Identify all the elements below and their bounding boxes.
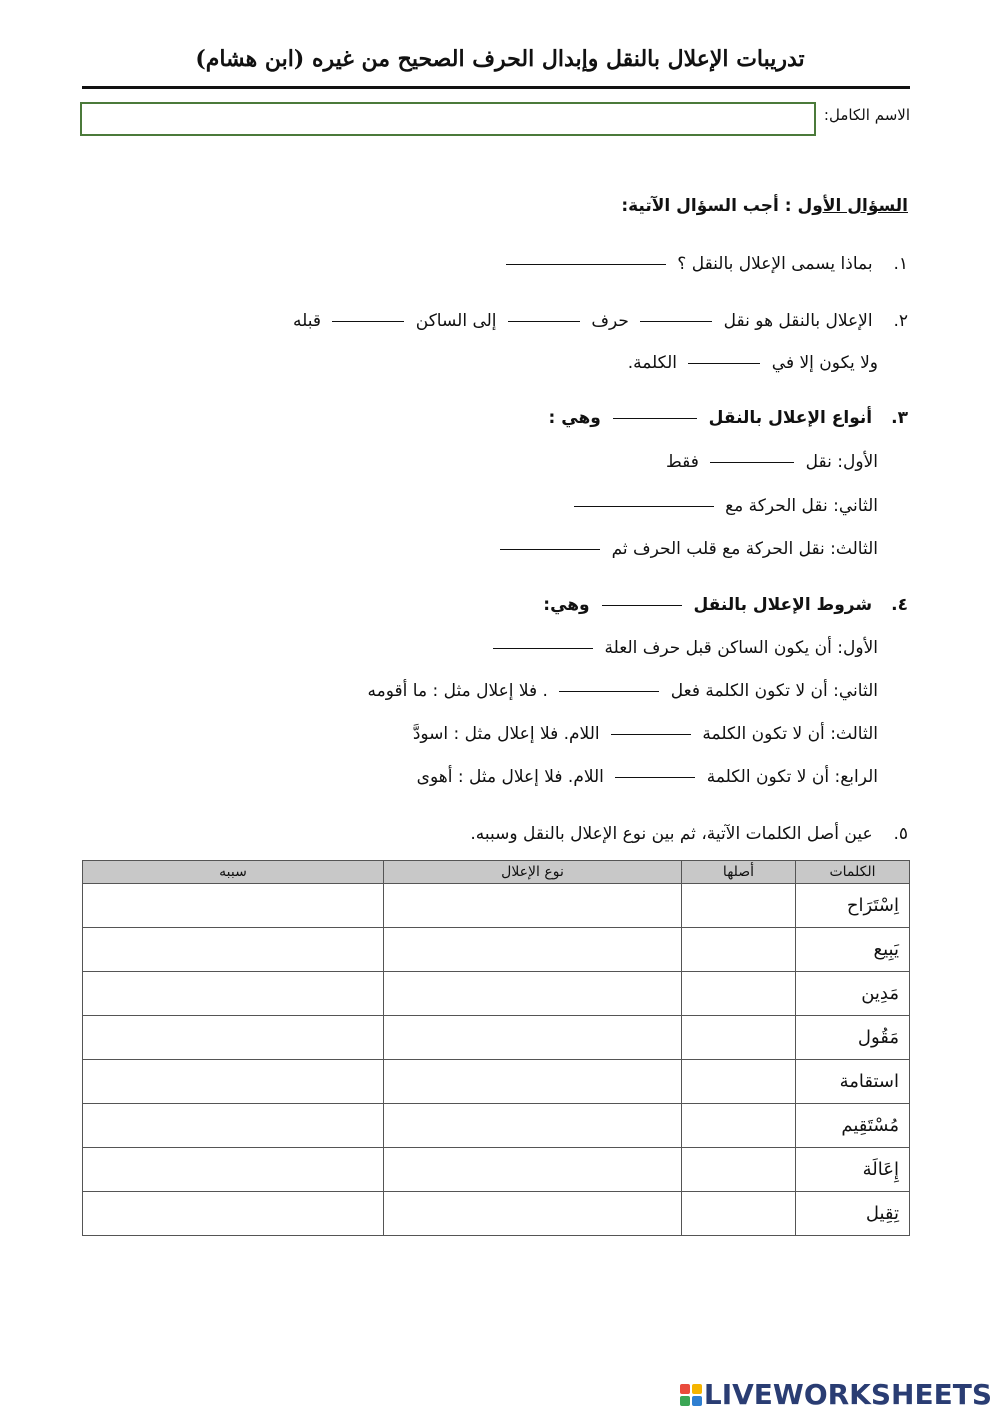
question-1-label: السؤال الأول [797, 196, 908, 216]
table-header-row [83, 861, 910, 884]
item-4 [543, 595, 908, 615]
item-4-fourth-text-a: الرابع: أن لا تكون الكلمة [706, 767, 878, 787]
reason-cell[interactable] [83, 1192, 384, 1236]
type-cell[interactable] [384, 1104, 682, 1148]
item-3-text-b: وهي : [548, 408, 601, 428]
type-cell[interactable] [384, 1192, 682, 1236]
origin-cell[interactable] [682, 1104, 796, 1148]
item-4-second [368, 681, 878, 701]
item-3-second [568, 496, 878, 516]
item-2-text-b: حرف [591, 311, 629, 331]
word-cell: تِقِيل [796, 1192, 910, 1236]
item-3-blank-4[interactable] [500, 548, 600, 550]
item-2-text-d: قبله [292, 311, 321, 331]
item-4-third-text-b: اللام. فلا إعلال مثل : اسودَّ [412, 724, 600, 744]
item-1-text: بماذا يسمى الإعلال بالنقل ؟ [677, 254, 873, 274]
item-2 [293, 311, 908, 331]
reason-cell[interactable] [83, 884, 384, 928]
item-3-third-text: الثالث: نقل الحركة مع قلب الحرف ثم [611, 539, 878, 559]
type-cell[interactable] [384, 1060, 682, 1104]
title-divider [82, 86, 910, 89]
item-4-second-text-a: الثاني: أن لا تكون الكلمة فعل [670, 681, 878, 701]
table-row [83, 1060, 910, 1104]
item-2-text-a: الإعلال بالنقل هو نقل [723, 311, 873, 331]
item-5-number: ٥. [893, 824, 908, 844]
item-4-blank-4[interactable] [611, 733, 691, 735]
item-3-first [666, 452, 878, 472]
type-cell[interactable] [384, 1016, 682, 1060]
liveworksheets-logo-text: LIVEWORKSHEETS [703, 1378, 992, 1411]
item-1 [500, 254, 908, 274]
item-4-first-text: الأول: أن يكون الساكن قبل حرف العلة [604, 638, 878, 658]
table-row [83, 928, 910, 972]
type-cell[interactable] [384, 1148, 682, 1192]
word-cell: استقامة [796, 1060, 910, 1104]
header-origin: أصلها [682, 861, 796, 884]
item-2-line2-text-a: ولا يكون إلا في [771, 353, 878, 373]
item-3-second-text: الثاني: نقل الحركة مع [725, 496, 878, 516]
header-words: الكلمات [796, 861, 910, 884]
words-table [82, 860, 910, 1236]
item-2-number: ٢. [893, 311, 908, 331]
type-cell[interactable] [384, 972, 682, 1016]
item-2-blank-3[interactable] [332, 320, 404, 322]
liveworksheets-logo-icon [680, 1384, 702, 1406]
origin-cell[interactable] [682, 1148, 796, 1192]
table-row [83, 1148, 910, 1192]
item-1-answer-blank[interactable] [506, 263, 666, 265]
origin-cell[interactable] [682, 1016, 796, 1060]
item-4-blank-5[interactable] [615, 776, 695, 778]
origin-cell[interactable] [682, 1192, 796, 1236]
item-4-number: ٤. [891, 595, 908, 615]
item-1-number: ١. [893, 254, 908, 274]
reason-cell[interactable] [83, 1104, 384, 1148]
item-3 [549, 408, 908, 428]
question-1-instruction: : أجب السؤال الآتية: [621, 196, 792, 216]
item-3-number: ٣. [891, 408, 908, 428]
word-cell: يَبِيع [796, 928, 910, 972]
word-cell: إِعَالَة [796, 1148, 910, 1192]
item-5-text: عين أصل الكلمات الآتية، ثم بين نوع الإعلال بالنقل وسببه. [470, 824, 873, 844]
item-5 [470, 824, 908, 844]
item-2-line2-text-b: الكلمة. [627, 353, 677, 373]
item-3-text-a: أنواع الإعلال بالنقل [708, 408, 873, 428]
reason-cell[interactable] [83, 1148, 384, 1192]
header-reason: سببه [83, 861, 384, 884]
item-3-first-text-a: الأول: نقل [805, 452, 878, 472]
item-4-fourth [417, 767, 878, 787]
table-row [83, 972, 910, 1016]
liveworksheets-logo [680, 1378, 992, 1411]
reason-cell[interactable] [83, 928, 384, 972]
item-3-blank-2[interactable] [710, 461, 794, 463]
word-cell: مَدِين [796, 972, 910, 1016]
type-cell[interactable] [384, 928, 682, 972]
item-4-third-text-a: الثالث: أن لا تكون الكلمة [702, 724, 878, 744]
origin-cell[interactable] [682, 928, 796, 972]
item-3-first-text-b: فقط [665, 452, 699, 472]
table-row [83, 1016, 910, 1060]
origin-cell[interactable] [682, 972, 796, 1016]
item-2-blank-2[interactable] [508, 320, 580, 322]
item-3-third [494, 539, 878, 559]
item-4-third [413, 724, 878, 744]
full-name-input[interactable] [80, 102, 816, 136]
item-4-fourth-text-b: اللام. فلا إعلال مثل : أهوى [416, 767, 604, 787]
item-2-line-2 [628, 353, 878, 373]
table-row [83, 1192, 910, 1236]
item-4-text-a: شروط الإعلال بالنقل [693, 595, 873, 615]
reason-cell[interactable] [83, 1016, 384, 1060]
item-4-text-b: وهي: [543, 595, 590, 615]
question-1-heading [621, 196, 908, 216]
type-cell[interactable] [384, 884, 682, 928]
word-cell: مَقُول [796, 1016, 910, 1060]
item-4-blank-1[interactable] [602, 604, 682, 606]
table-row [83, 884, 910, 928]
item-2-blank-1[interactable] [640, 320, 712, 322]
table-row [83, 1104, 910, 1148]
item-4-blank-3[interactable] [559, 690, 659, 692]
item-2-text-c: إلى الساكن [415, 311, 497, 331]
origin-cell[interactable] [682, 884, 796, 928]
item-4-first [487, 638, 878, 658]
page-title: تدريبات الإعلال بالنقل وإبدال الحرف الصحيح من غيره (ابن هشام) [195, 46, 805, 72]
item-3-blank-1[interactable] [613, 417, 697, 419]
item-2-blank-4[interactable] [688, 362, 760, 364]
origin-cell[interactable] [682, 1060, 796, 1104]
item-4-blank-2[interactable] [493, 647, 593, 649]
item-3-blank-3[interactable] [574, 505, 714, 507]
full-name-label: الاسم الكامل: [823, 106, 910, 124]
reason-cell[interactable] [83, 1060, 384, 1104]
word-cell: اِسْتَرَاح [796, 884, 910, 928]
word-cell: مُسْتَقِيم [796, 1104, 910, 1148]
reason-cell[interactable] [83, 972, 384, 1016]
item-4-second-text-b: . فلا إعلال مثل : ما أقومه [367, 681, 548, 701]
header-type: نوع الإعلال [384, 861, 682, 884]
